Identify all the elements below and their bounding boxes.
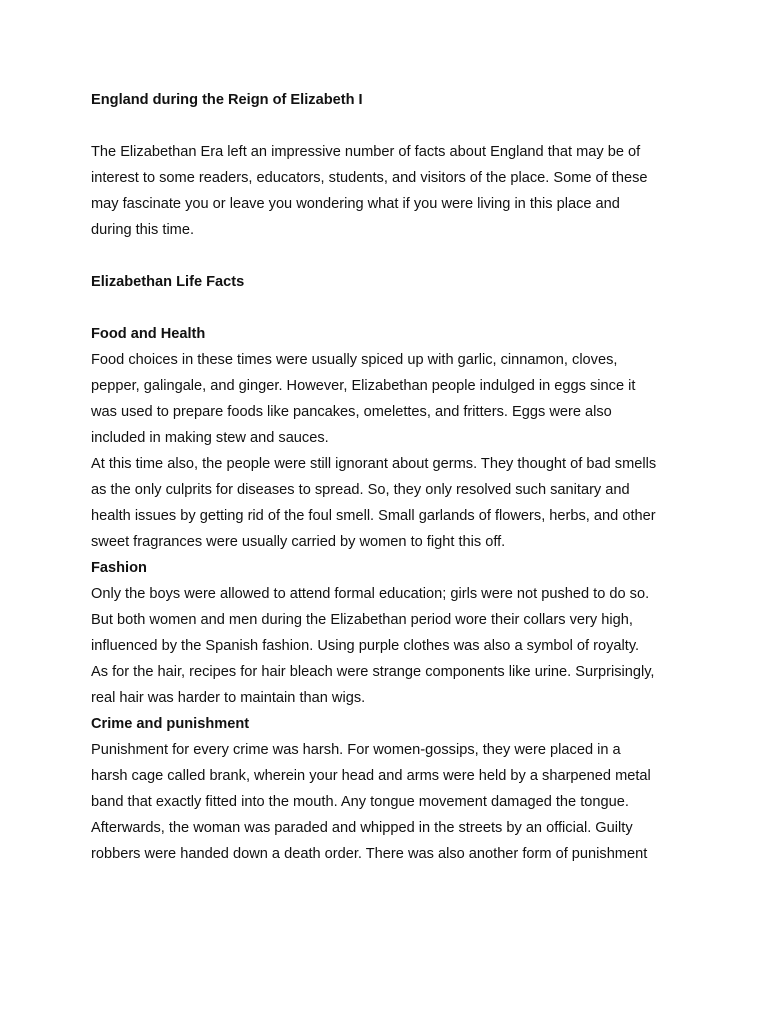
document-body [91,87,691,867]
food-health-line: was used to prepare foods like pancakes, omelettes, and fritters. Eggs were also [91,404,612,420]
spacer [91,243,691,269]
food-health-line: health issues by getting rid of the foul smell. Small garlands of flowers, herbs, and other [91,508,656,524]
fashion-line: As for the hair, recipes for hair bleach were strange components like urine. Surprisingly, [91,664,655,680]
food-health-heading: Food and Health [91,326,206,342]
fashion-line: real hair was harder to maintain than wigs. [91,690,366,706]
food-health-paragraph [91,347,691,555]
food-health-line: Food choices in these times were usually spiced up with garlic, cinnamon, cloves, [91,352,618,368]
crime-line: Punishment for every crime was harsh. For women-gossips, they were placed in a [91,742,621,758]
fashion-line: Only the boys were allowed to attend formal education; girls were not pushed to do so. [91,586,650,602]
crime-line: band that exactly fitted into the mouth. Any tongue movement damaged the tongue. [91,794,629,810]
food-health-line: At this time also, the people were still ignorant about germs. They thought of bad smells [91,456,657,472]
intro-paragraph [91,139,691,243]
document-title: England during the Reign of Elizabeth I [91,92,363,108]
food-health-line: as the only culprits for diseases to spread. So, they only resolved such sanitary and [91,482,630,498]
intro-line: may fascinate you or leave you wondering what if you were living in this place and [91,196,620,212]
intro-line: The Elizabethan Era left an impressive number of facts about England that may be of [91,144,641,160]
fashion-heading: Fashion [91,560,147,576]
intro-line: interest to some readers, educators, students, and visitors of the place. Some of these [91,170,648,186]
intro-line: during this time. [91,222,195,238]
crime-line: Afterwards, the woman was paraded and whipped in the streets by an official. Guilty [91,820,633,836]
crime-paragraph [91,737,691,867]
crime-line: robbers were handed down a death order. There was also another form of punishment [91,846,648,862]
fashion-line: influenced by the Spanish fashion. Using purple clothes was also a symbol of royalty. [91,638,640,654]
fashion-line: But both women and men during the Elizabethan period wore their collars very high, [91,612,633,628]
spacer [91,295,691,321]
food-health-line: included in making stew and sauces. [91,430,329,446]
section-title: Elizabethan Life Facts [91,274,245,290]
crime-heading: Crime and punishment [91,716,250,732]
food-health-line: pepper, galingale, and ginger. However, Elizabethan people indulged in eggs since it [91,378,636,394]
food-health-line: sweet fragrances were usually carried by women to fight this off. [91,534,506,550]
crime-line: harsh cage called brank, wherein your head and arms were held by a sharpened metal [91,768,651,784]
fashion-paragraph [91,581,691,711]
spacer [91,113,691,139]
